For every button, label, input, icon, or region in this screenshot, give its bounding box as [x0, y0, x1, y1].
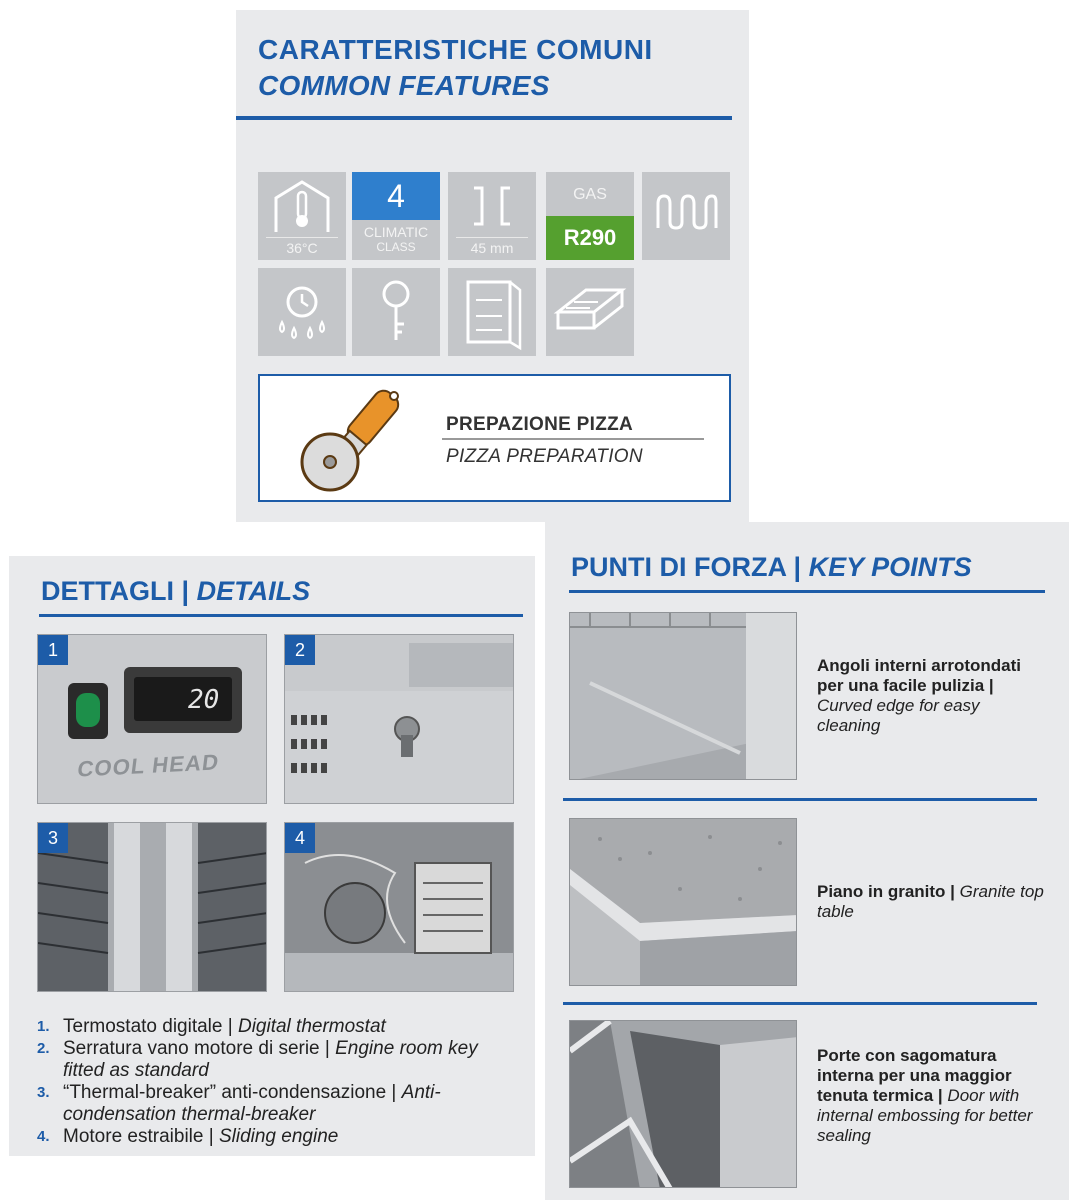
item-text-it: Termostato digitale | — [63, 1016, 233, 1037]
details-divider — [39, 614, 523, 617]
list-number: 4. — [37, 1128, 50, 1145]
key-points-divider — [569, 590, 1045, 593]
list-number: 1. — [37, 1018, 50, 1035]
photo-number-badge: 2 — [285, 635, 315, 665]
climatic-class-tile — [352, 172, 440, 260]
key-points-title-en: KEY POINTS — [808, 552, 972, 582]
gas-label: GAS — [573, 186, 607, 203]
climatic-class-label-2: CLASS — [376, 240, 416, 254]
list-number: 2. — [37, 1040, 50, 1057]
pizza-preparation-en: PIZZA PREPARATION — [446, 446, 643, 467]
climatic-class-label-1: CLIMATIC — [363, 224, 429, 240]
key-point-photo-door-seal — [569, 1020, 797, 1188]
key-point-photo-granite — [569, 818, 797, 986]
detail-photo-engine-key — [284, 634, 514, 804]
defrost-tile — [258, 268, 346, 356]
shelves-tile — [448, 268, 536, 356]
pizza-cutter-icon — [290, 376, 440, 500]
key-point-text-en: Door with internal embossing for better sealing — [817, 1086, 1033, 1145]
lock-tile — [352, 268, 440, 356]
title-divider — [236, 116, 732, 120]
key-point-separator — [563, 1002, 1037, 1005]
item-text-it: Motore estraibile | — [63, 1126, 214, 1147]
title-separator: | — [793, 552, 802, 582]
cabinet-shelves-icon — [448, 268, 536, 356]
detail-photo-sliding-engine — [284, 822, 514, 992]
list-item — [37, 1126, 517, 1148]
details-title-en: DETAILS — [196, 576, 311, 606]
defrost-drops-icon — [258, 268, 346, 356]
photo-number-badge: 3 — [38, 823, 68, 853]
insulation-label: 45 mm — [470, 240, 514, 256]
thermostat-display: 20 — [188, 685, 220, 715]
key-points-title-it: PUNTI DI FORZA — [571, 552, 786, 582]
list-item — [37, 1016, 517, 1038]
key-point-text-it: Porte con sagomatura interna per una maggior tenuta termica | — [817, 1046, 1012, 1105]
detail-photo-thermostat — [37, 634, 267, 804]
key-points-panel — [545, 522, 1069, 1200]
item-text-en: Digital thermostat — [237, 1016, 386, 1037]
item-text-en: Engine room key fitted as standard — [63, 1038, 478, 1081]
cool-head-logo: COOL HEAD — [75, 749, 221, 782]
caption-divider — [456, 237, 528, 238]
list-item — [37, 1038, 517, 1082]
ambient-temperature-tile — [258, 172, 346, 260]
key-point-text — [817, 882, 1047, 922]
details-title — [41, 576, 310, 607]
heating-element-tile — [642, 172, 730, 260]
key-point-text-en: Granite top table — [817, 882, 1044, 921]
common-features-title-it: CARATTERISTICHE COMUNI — [258, 34, 653, 65]
details-list — [37, 1016, 517, 1148]
photo-number-badge: 4 — [285, 823, 315, 853]
pizza-preparation-it: PREPAZIONE PIZZA — [446, 414, 634, 435]
common-features-title-en: COMMON FEATURES — [258, 70, 550, 101]
list-item — [37, 1082, 517, 1126]
temperature-label: 36°C — [286, 240, 318, 256]
item-text-it: Serratura vano motore di serie | — [63, 1038, 330, 1059]
door-gasket-illustration — [570, 1021, 797, 1188]
refrigerant-gas-tile — [546, 172, 634, 260]
thermal-breaker-illustration — [38, 823, 267, 992]
engine-room-lock-illustration — [285, 635, 514, 804]
title-separator: | — [181, 576, 190, 606]
insulation-thickness-tile — [448, 172, 536, 260]
key-point-text — [817, 1046, 1047, 1146]
key-point-text-en: Curved edge for easy cleaning — [817, 696, 980, 735]
key-point-text-it: Angoli interni arrotondati per una facile pulizia | — [817, 656, 1021, 695]
item-text-en: Sliding engine — [218, 1126, 339, 1147]
gas-value: R290 — [546, 216, 634, 260]
detail-photo-thermal-breaker — [37, 822, 267, 992]
key-point-text-it: Piano in granito | — [817, 882, 955, 901]
item-text-it: “Thermal-breaker” anti-condensazione | — [63, 1082, 397, 1103]
key-points-title — [571, 552, 972, 583]
climatic-class-number: 4 — [352, 172, 440, 220]
photo-number-badge: 1 — [38, 635, 68, 665]
sliding-engine-illustration — [285, 823, 514, 992]
list-number: 3. — [37, 1084, 50, 1101]
common-features-panel — [236, 10, 749, 522]
pizza-divider — [442, 438, 704, 440]
worktop-tile — [546, 268, 634, 356]
key-icon — [352, 268, 440, 356]
caption-divider — [266, 237, 338, 238]
granite-top-illustration — [570, 819, 797, 986]
item-text-en: Anti-condensation thermal-breaker — [63, 1082, 441, 1125]
key-point-separator — [563, 798, 1037, 801]
key-point-text — [817, 656, 1047, 736]
details-panel — [9, 556, 535, 1156]
worktop-slabs-icon — [546, 268, 634, 356]
key-point-photo-curved-edge — [569, 612, 797, 780]
coil-icon — [642, 172, 730, 260]
pizza-preparation-box — [258, 374, 731, 502]
interior-corner-illustration — [570, 613, 797, 780]
details-title-it: DETTAGLI — [41, 576, 174, 606]
